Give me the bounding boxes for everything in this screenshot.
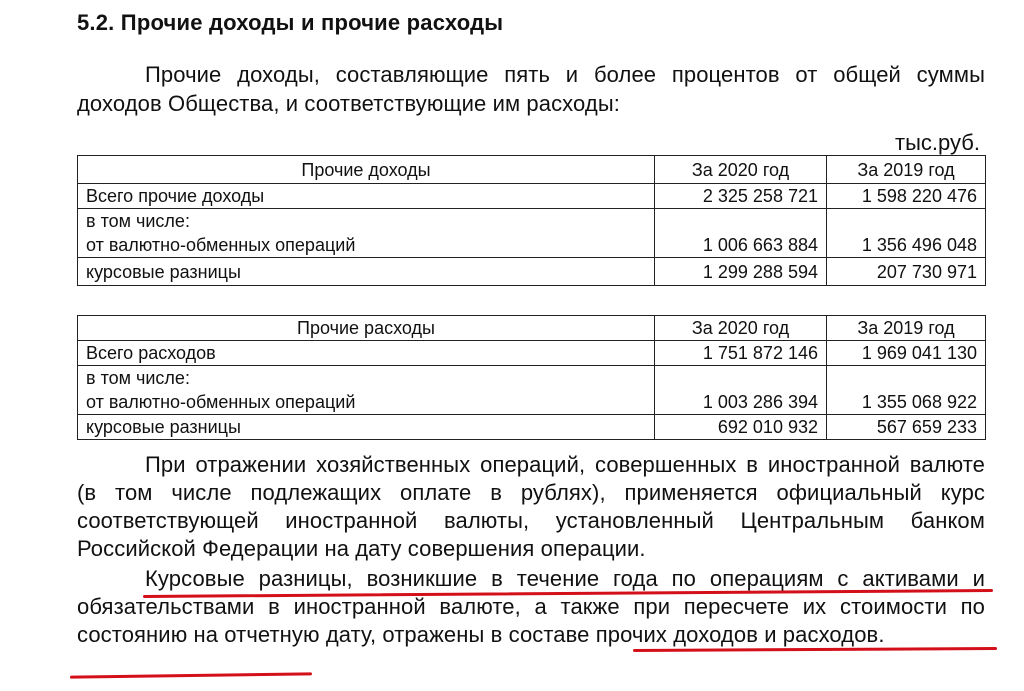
header-2020: За 2020 год bbox=[655, 156, 827, 184]
value-2020 bbox=[655, 209, 827, 234]
value-2019: 1 969 041 130 bbox=[827, 341, 986, 366]
body-paragraph-exchange-rate: При отражении хозяйственных операций, совершенных в иностранной валюте (в том числе подлежащих оплате в рублях), применяется официальный курс соответствующей иностранной валюты, установленный Центральным банком Российской Федерации на дату совершения операции. bbox=[77, 452, 985, 561]
value-2019: 567 659 233 bbox=[827, 415, 986, 440]
unit-label: тыс.руб. bbox=[895, 130, 980, 155]
value-2019 bbox=[827, 209, 986, 234]
row-label: Всего расходов bbox=[78, 341, 655, 366]
value-2019: 1 598 220 476 bbox=[827, 184, 986, 209]
value-2019: 207 730 971 bbox=[827, 258, 986, 286]
table-row bbox=[78, 184, 986, 209]
value-2020: 1 006 663 884 bbox=[655, 233, 827, 258]
row-label: от валютно-обменных операций bbox=[78, 390, 655, 415]
value-2019 bbox=[827, 366, 986, 391]
table-row bbox=[78, 258, 986, 286]
row-label: Всего прочие доходы bbox=[78, 184, 655, 209]
body-paragraph-exchange-differences: Курсовые разницы, возникшие в течение года по операциям с активами и обязательствами в иностранной валюте, а также при пересчете их стоимости по состоянию на отчетную дату, отражены в составе прочих доходов и расходов. bbox=[77, 566, 985, 647]
header-2019: За 2019 год bbox=[827, 316, 986, 341]
value-2019: 1 355 068 922 bbox=[827, 390, 986, 415]
value-2020: 2 325 258 721 bbox=[655, 184, 827, 209]
header-2019: За 2019 год bbox=[827, 156, 986, 184]
table-row bbox=[78, 415, 986, 440]
row-label: от валютно-обменных операций bbox=[78, 233, 655, 258]
expense-table bbox=[77, 315, 986, 440]
value-2020: 1 003 286 394 bbox=[655, 390, 827, 415]
value-2020: 692 010 932 bbox=[655, 415, 827, 440]
table-row bbox=[78, 341, 986, 366]
table-row bbox=[78, 233, 986, 258]
header-label: Прочие доходы bbox=[78, 156, 655, 184]
row-label: в том числе: bbox=[78, 366, 655, 391]
section-heading: 5.2. Прочие доходы и прочие расходы bbox=[77, 10, 504, 35]
value-2020 bbox=[655, 366, 827, 391]
intro-paragraph: Прочие доходы, составляющие пять и более процентов от общей суммы доходов Общества, и соответствующие им расходы: bbox=[77, 62, 985, 116]
table-row bbox=[78, 366, 986, 391]
value-2020: 1 299 288 594 bbox=[655, 258, 827, 286]
table-row bbox=[78, 390, 986, 415]
income-table bbox=[77, 155, 986, 286]
header-label: Прочие расходы bbox=[78, 316, 655, 341]
table-header-row bbox=[78, 316, 986, 341]
table-row bbox=[78, 209, 986, 234]
table-header-row bbox=[78, 156, 986, 184]
highlight-underline bbox=[633, 647, 997, 652]
highlight-underline bbox=[70, 672, 312, 678]
value-2019: 1 356 496 048 bbox=[827, 233, 986, 258]
row-label: курсовые разницы bbox=[78, 415, 655, 440]
value-2020: 1 751 872 146 bbox=[655, 341, 827, 366]
row-label: курсовые разницы bbox=[78, 258, 655, 286]
row-label: в том числе: bbox=[78, 209, 655, 234]
header-2020: За 2020 год bbox=[655, 316, 827, 341]
